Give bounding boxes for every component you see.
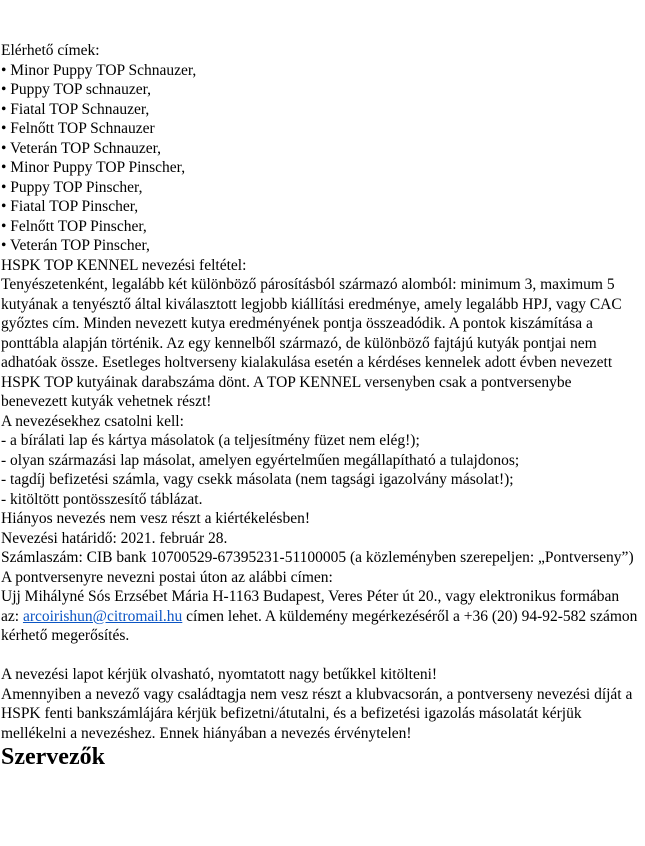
deadline: Nevezési határidő: 2021. február 28. bbox=[1, 529, 228, 547]
blank-line bbox=[1, 646, 641, 666]
titles-header: Elérhető címek: bbox=[1, 42, 100, 59]
attachments-list bbox=[1, 431, 641, 509]
title-item: • Puppy TOP schnauzer, bbox=[1, 81, 152, 98]
email-link[interactable]: arcoirishun@citromail.hu bbox=[22, 607, 183, 625]
organizers-heading: Szervezők bbox=[1, 744, 105, 770]
title-item: • Fiatal TOP Pinscher, bbox=[1, 198, 139, 215]
attach-header: A nevezésekhez csatolni kell: bbox=[1, 412, 184, 430]
title-item: • Puppy TOP Pinscher, bbox=[1, 178, 143, 196]
dinner-note: Amennyiben a nevező vagy családtagja nem vesz részt a klubvacsorán, a pontverseny nevezési díját a HSPK fenti bankszámlájára kérjük befizetni/átutalni, és a befizetési igazolás másolatát kérjük mellékelni a nevezéshez. Ennek hiányában a nevezés érvénytelen! bbox=[1, 685, 633, 742]
title-item: • Veterán TOP Schnauzer, bbox=[1, 139, 162, 157]
attachment-item: - a bírálati lap és kártya másolatok (a teljesítmény füzet nem elég!); bbox=[1, 432, 420, 449]
kennel-text: Tenyészetenként, legalább két különböző párosításból származó alomból: minimum 3, maximum 5 kutyának a tenyésztő által kiválasztott legjobb kiállítási eredménye, amely legalább HPJ, vagy CAC győztes cím. Minden nevezett kutya eredményének pontja összeadódik. A pontok kiszámítása a ponttábla alapján történik. Az egy kennelből származó, de különböző fajtájú kutyák pontjai nem adhatóak össze. Esetleges holtverseny kialakulása esetén a kérdéses kennelek adott évben nevezett HSPK TOP kutyáinak darabszáma dönt. A TOP KENNEL versenyben csak a pontversenybe benevezett kutyák vehetnek részt! bbox=[1, 276, 622, 410]
attachment-item: - kitöltött pontösszesítő táblázat. bbox=[1, 490, 203, 508]
postal-tail: címen lehet. A küldemény megérkezéséről a +36 (20) 94-92-582 számon kérhető megerősítés. bbox=[1, 607, 638, 644]
title-item: • Felnőtt TOP Schnauzer bbox=[1, 120, 155, 137]
title-item: • Felnőtt TOP Pinscher, bbox=[1, 217, 147, 235]
postal-intro: A pontversenyre nevezni postai úton az alábbi címen: bbox=[1, 568, 333, 586]
attachment-item: - tagdíj befizetési számla, vagy csekk másolata (nem tagsági igazolvány másolat!); bbox=[1, 471, 514, 488]
document-body bbox=[1, 41, 641, 771]
title-item: • Veterán TOP Pinscher, bbox=[1, 237, 150, 254]
postal-address: Ujj Mihályné Sós Erzsébet Mária H-1163 Budapest, Veres Péter út 20., vagy elektronikus formában az: bbox=[1, 588, 620, 625]
kennel-header: HSPK TOP KENNEL nevezési feltétel: bbox=[1, 256, 247, 274]
attachment-item: - olyan származási lap másolat, amelyen egyértelműen megállapítható a tulajdonos; bbox=[1, 451, 520, 469]
incomplete-note: Hiányos nevezés nem vesz részt a kiértékelésben! bbox=[1, 510, 311, 527]
capitals-note: A nevezési lapot kérjük olvasható, nyomtatott nagy betűkkel kitölteni! bbox=[1, 666, 438, 683]
postal-paragraph bbox=[1, 587, 641, 646]
title-item: • Minor Puppy TOP Schnauzer, bbox=[1, 61, 197, 79]
titles-list bbox=[1, 61, 641, 256]
title-item: • Minor Puppy TOP Pinscher, bbox=[1, 159, 186, 176]
title-item: • Fiatal TOP Schnauzer, bbox=[1, 100, 150, 118]
bank-account: Számlaszám: CIB bank 10700529-67395231-51100005 (a közleményben szerepeljen: „Pontverseny”) bbox=[1, 549, 634, 566]
